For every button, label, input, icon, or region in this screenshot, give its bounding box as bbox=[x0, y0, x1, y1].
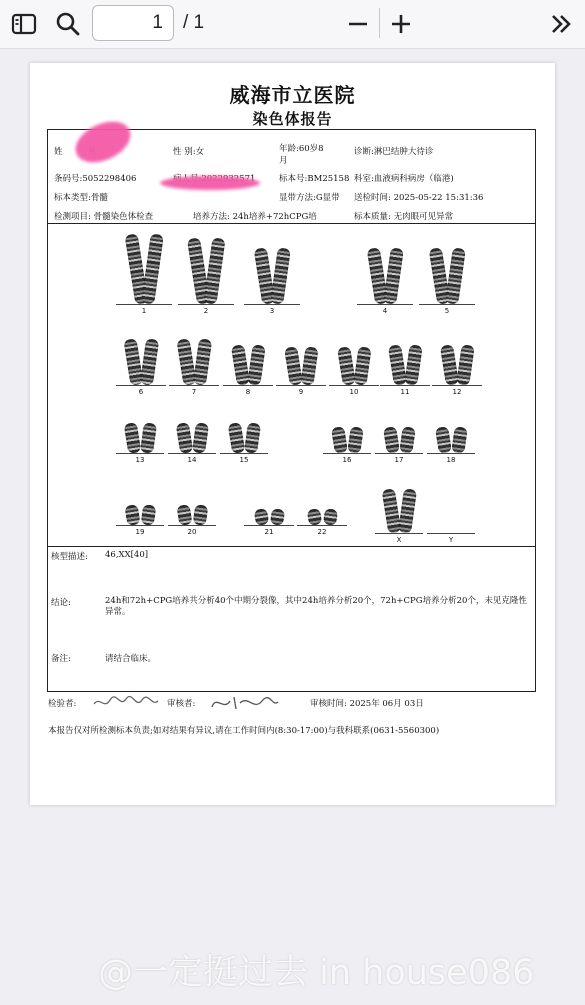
chromosome-image bbox=[176, 504, 192, 526]
sex-field: 性 别:女 bbox=[173, 147, 205, 157]
karyogram-baseline bbox=[432, 385, 482, 386]
examiner-label: 检验者: bbox=[48, 699, 77, 709]
chromosome-image bbox=[123, 422, 141, 454]
karyogram-baseline bbox=[427, 453, 475, 454]
chromosome-label: 20 bbox=[187, 528, 197, 536]
chromosome-image bbox=[404, 344, 422, 385]
chromosome-image bbox=[203, 237, 225, 304]
karyogram-pair-16 bbox=[323, 402, 371, 464]
chromosome-image bbox=[270, 247, 291, 304]
chromosome-image bbox=[247, 344, 265, 385]
sample-quality-field: 标本质量: 无肉眼可见异常 bbox=[354, 212, 454, 222]
chromosome-image bbox=[175, 422, 193, 454]
chromosome-image bbox=[139, 422, 156, 454]
watermark: @一定挺过去 in house086 bbox=[98, 953, 535, 993]
karyogram-baseline bbox=[116, 304, 172, 305]
chromosome-image bbox=[124, 504, 140, 526]
chromosome-label: 7 bbox=[191, 388, 197, 396]
karyogram-pair-1 bbox=[116, 227, 172, 315]
karyogram-pair-3 bbox=[244, 227, 300, 315]
karyogram-pair-13 bbox=[116, 402, 164, 464]
karyogram-pair-11 bbox=[380, 330, 430, 396]
chromosome-image bbox=[347, 426, 363, 454]
chromosome-label: 15 bbox=[239, 456, 249, 464]
karyogram-baseline bbox=[297, 525, 347, 526]
karyogram-pair-14 bbox=[168, 402, 216, 464]
reviewer-label: 审核者: bbox=[167, 699, 196, 709]
chromosome-pair-images bbox=[223, 345, 273, 385]
karyogram-baseline bbox=[244, 304, 300, 305]
chromosome-pair-images bbox=[323, 427, 371, 453]
karyogram-pair-y bbox=[427, 474, 475, 544]
karyogram-baseline bbox=[419, 304, 475, 305]
karyogram-baseline bbox=[116, 385, 166, 386]
chromosome-image bbox=[269, 508, 284, 526]
hospital-name: 威海市立医院 bbox=[229, 83, 356, 107]
chromosome-image bbox=[331, 426, 348, 454]
karyogram-pair-10 bbox=[329, 330, 379, 396]
sample-type-field: 标本类型:骨髓 bbox=[54, 193, 108, 203]
chromosome-image bbox=[322, 508, 337, 526]
chromosome-label: 10 bbox=[349, 388, 359, 396]
karyogram-pair-4 bbox=[357, 227, 413, 315]
note-value: 请结合临床。 bbox=[105, 654, 157, 664]
karyogram-baseline bbox=[427, 533, 475, 534]
chromosome-label: 8 bbox=[245, 388, 251, 396]
chromosome-image bbox=[192, 338, 211, 385]
age-field-cont: 月 bbox=[279, 156, 288, 166]
karyogram-pair-22 bbox=[297, 474, 347, 536]
chromosome-label: 3 bbox=[269, 307, 275, 315]
chromosome-image bbox=[300, 346, 318, 385]
chromosome-image bbox=[456, 344, 474, 385]
banding-field: 显带方法:G显带 bbox=[279, 193, 340, 203]
chromosome-label: 11 bbox=[400, 388, 410, 396]
chromosome-pair-images bbox=[432, 345, 482, 385]
culture-field: 培养方法: 24h培养+72hCPG培 bbox=[193, 212, 317, 222]
chromosome-pair-images bbox=[380, 345, 430, 385]
search-button[interactable] bbox=[50, 6, 86, 42]
chromosome-image bbox=[192, 504, 208, 526]
chromosome-label: 2 bbox=[203, 307, 209, 315]
diagnosis-field: 诊断:淋巴结肿大待诊 bbox=[354, 147, 434, 157]
search-icon bbox=[55, 11, 81, 37]
chromosome-pair-images bbox=[329, 347, 379, 385]
report-frame bbox=[47, 129, 536, 692]
zoom-out-button[interactable] bbox=[340, 6, 376, 42]
chromosome-image bbox=[253, 508, 268, 526]
reviewer-signature bbox=[210, 693, 280, 717]
chromosome-image bbox=[306, 508, 321, 526]
chromosome-label: 16 bbox=[342, 456, 352, 464]
chromosome-label: 5 bbox=[444, 307, 450, 315]
chromosome-label: 1 bbox=[141, 307, 147, 315]
karyogram-baseline bbox=[323, 453, 371, 454]
karyogram-pair-18 bbox=[427, 402, 475, 464]
chromosome-pair-images bbox=[116, 234, 172, 304]
chromosome-image bbox=[337, 346, 356, 386]
chromosome-image bbox=[387, 344, 406, 386]
chromosome-pair-images bbox=[357, 248, 413, 304]
sidebar-toggle-button[interactable] bbox=[6, 6, 42, 42]
double-chevron-right-icon bbox=[549, 13, 573, 35]
chromosome-image bbox=[139, 338, 158, 385]
karyogram-baseline bbox=[329, 385, 379, 386]
chromosome-pair-images bbox=[169, 339, 219, 385]
chromosome-pair-images bbox=[375, 489, 423, 533]
chromosome-label: 6 bbox=[138, 388, 144, 396]
chromosome-image bbox=[445, 247, 466, 304]
age-field: 年龄:60岁8 bbox=[279, 144, 324, 154]
chromosome-label: 19 bbox=[135, 528, 145, 536]
chromosome-pair-images bbox=[244, 509, 294, 525]
review-time: 审核时间: 2025年 06月 03日 bbox=[310, 699, 424, 709]
karyogram-pair-21 bbox=[244, 474, 294, 536]
examiner-signature bbox=[92, 694, 160, 716]
zoom-in-button[interactable] bbox=[383, 6, 419, 42]
disclaimer: 本报告仅对所检测标本负责;如对结果有异议,请在工作时间内(8:30-17:00)与我科联系(0631-5560300) bbox=[48, 726, 440, 736]
chromosome-image bbox=[435, 426, 452, 454]
karyogram-baseline bbox=[375, 533, 423, 534]
karyogram-baseline bbox=[380, 385, 430, 386]
chromosome-label: 14 bbox=[187, 456, 197, 464]
karyogram-baseline bbox=[223, 385, 273, 386]
chromosome-label: 18 bbox=[446, 456, 456, 464]
chromosome-pair-images bbox=[168, 505, 216, 525]
chromosome-image bbox=[227, 422, 245, 454]
sidebar-icon bbox=[11, 12, 37, 36]
note-label: 备注: bbox=[51, 654, 71, 664]
karyogram-baseline bbox=[357, 304, 413, 305]
page-number-input[interactable] bbox=[92, 5, 174, 41]
karyotype-label: 核型描述: bbox=[51, 552, 88, 562]
karyogram-pair-20 bbox=[168, 474, 216, 536]
department-field: 科室:血液病科病房（临港) bbox=[354, 174, 454, 184]
chromosome-label: 21 bbox=[264, 528, 274, 536]
chromosome-label: 12 bbox=[452, 388, 462, 396]
karyogram-baseline bbox=[220, 453, 268, 454]
chromosome-pair-images bbox=[419, 248, 475, 304]
karyogram-pair-x bbox=[375, 474, 423, 544]
page-total: / 1 bbox=[183, 12, 205, 33]
karyogram-baseline bbox=[244, 525, 294, 526]
chromosome-image bbox=[399, 426, 415, 454]
karyogram-baseline bbox=[169, 385, 219, 386]
karyogram-pair-8 bbox=[223, 330, 273, 396]
chromosome-label: 22 bbox=[317, 528, 327, 536]
karyogram-baseline bbox=[276, 385, 326, 386]
chromosome-image bbox=[191, 422, 208, 454]
patient-id-redaction bbox=[160, 176, 260, 190]
karyogram-pair-17 bbox=[375, 402, 423, 464]
chromosome-pair-images bbox=[276, 347, 326, 385]
sent-time-field: 送检时间: 2025-05-22 15:31:36 bbox=[354, 193, 484, 203]
karyogram-pair-2 bbox=[178, 227, 234, 315]
conclusion-value: 24h和72h+CPG培养共分析40个中期分裂像，其中24h培养分析20个，72h+CPG培养分析20个，未见克隆性异常。 bbox=[105, 596, 527, 617]
more-tools-button[interactable] bbox=[543, 6, 579, 42]
chromosome-pair-images bbox=[116, 505, 164, 525]
karyogram-baseline bbox=[116, 453, 164, 454]
conclusion-label: 结论: bbox=[51, 598, 71, 608]
chromosome-image bbox=[439, 344, 458, 386]
chromosome-pair-images bbox=[244, 248, 300, 304]
karyogram-pair-12 bbox=[432, 330, 482, 396]
karyogram-pair-9 bbox=[276, 330, 326, 396]
chromosome-image bbox=[353, 346, 371, 385]
chromosome-image bbox=[230, 344, 249, 386]
chromosome-pair-images bbox=[375, 427, 423, 453]
chromosome-label: 9 bbox=[298, 388, 304, 396]
toolbar-divider bbox=[379, 8, 380, 38]
viewer-toolbar bbox=[0, 0, 585, 49]
chromosome-pair-images bbox=[116, 423, 164, 453]
karyogram-baseline bbox=[168, 453, 216, 454]
karyogram-baseline bbox=[375, 453, 423, 454]
chromosome-pair-images bbox=[116, 339, 166, 385]
karyogram-pair-15 bbox=[220, 402, 268, 464]
chromosome-image bbox=[451, 426, 467, 454]
chromosome-pair-images bbox=[168, 423, 216, 453]
sample-no-field: 标本号:BM25158 bbox=[279, 174, 350, 184]
report-page bbox=[30, 63, 555, 805]
karyogram-pair-7 bbox=[169, 330, 219, 396]
name-label: 姓 bbox=[54, 147, 63, 157]
test-item-field: 检测项目: 骨髓染色体检查 bbox=[54, 212, 154, 222]
chromosome-image bbox=[284, 346, 303, 386]
chromosome-image bbox=[243, 422, 260, 454]
chromosome-pair-images bbox=[297, 509, 347, 525]
karyogram-pair-6 bbox=[116, 330, 166, 396]
chromosome-pair-images bbox=[427, 427, 475, 453]
chromosome-pair-images bbox=[220, 423, 268, 453]
chromosome-label: Y bbox=[448, 536, 454, 544]
karyogram-baseline bbox=[178, 304, 234, 305]
karyogram-pair-5 bbox=[419, 227, 475, 315]
chromosome-label: X bbox=[396, 536, 402, 544]
chromosome-image bbox=[383, 426, 400, 454]
divider bbox=[48, 546, 535, 547]
chromosome-label: 13 bbox=[135, 456, 145, 464]
chromosome-image bbox=[383, 247, 404, 304]
chromosome-image bbox=[141, 233, 164, 304]
karyotype-value: 46,XX[40] bbox=[105, 550, 149, 560]
chromosome-label: 4 bbox=[382, 307, 388, 315]
report-title: 染色体报告 bbox=[252, 110, 333, 128]
chromosome-pair-images bbox=[178, 238, 234, 304]
karyogram-baseline bbox=[116, 525, 164, 526]
chromosome-image bbox=[398, 488, 417, 533]
minus-icon bbox=[347, 13, 369, 35]
divider bbox=[48, 223, 535, 224]
karyogram-pair-19 bbox=[116, 474, 164, 536]
chromosome-label: 17 bbox=[394, 456, 404, 464]
chromosome-image bbox=[140, 504, 156, 526]
plus-icon bbox=[390, 13, 412, 35]
barcode-field: 条码号:5052298406 bbox=[54, 174, 137, 184]
karyogram-baseline bbox=[168, 525, 216, 526]
